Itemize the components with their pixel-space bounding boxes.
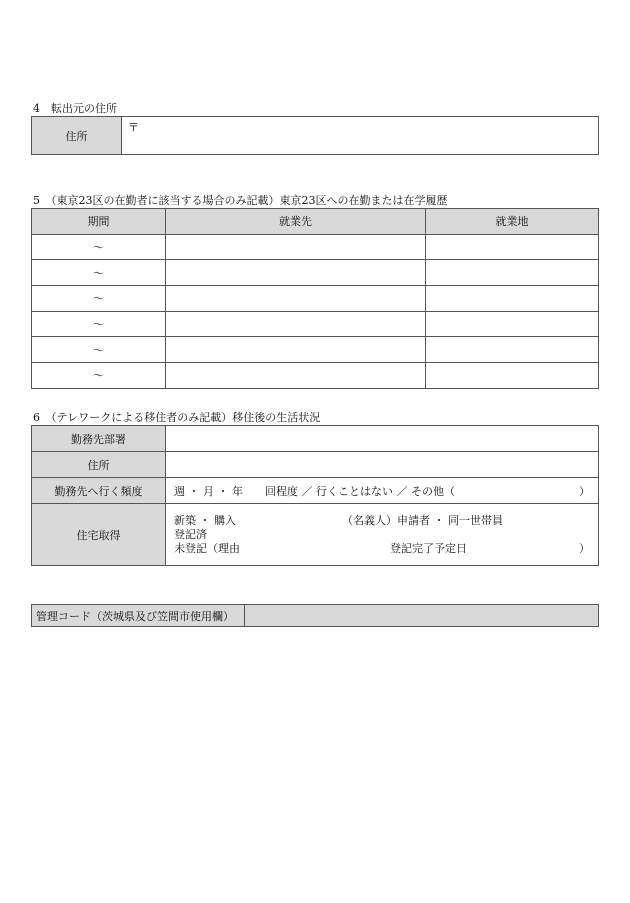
location-cell[interactable]: [426, 286, 599, 312]
employer-cell[interactable]: [166, 337, 426, 363]
management-code-table: [31, 604, 599, 627]
location-cell[interactable]: [426, 337, 599, 363]
period-cell[interactable]: ～: [32, 286, 166, 312]
employer-cell[interactable]: [166, 234, 426, 260]
location-cell[interactable]: [426, 363, 599, 389]
address-field[interactable]: [166, 452, 599, 478]
work-history-table: [31, 208, 599, 389]
owner-options: （名義人）申請者 ・ 同一世帯員: [342, 513, 503, 527]
location-cell[interactable]: [426, 260, 599, 286]
table-row: [32, 311, 599, 337]
location-cell[interactable]: [426, 311, 599, 337]
registered-option: 登記済: [174, 527, 207, 541]
frequency-field[interactable]: [166, 478, 599, 504]
unregistered-reason: 未登記（理由: [174, 541, 240, 555]
postal-mark: 〒: [128, 121, 139, 134]
period-cell[interactable]: ～: [32, 234, 166, 260]
department-label: 勤務先部署: [32, 426, 166, 452]
header-employer: 就業先: [166, 209, 426, 235]
frequency-options: 週 ・ 月 ・ 年 回程度 ／ 行くことはない ／ その他（: [174, 484, 455, 498]
frequency-close: ）: [579, 484, 590, 498]
section4-title: 4 転出元の住所: [33, 102, 117, 115]
period-cell[interactable]: ～: [32, 363, 166, 389]
department-field[interactable]: [166, 426, 599, 452]
management-code-field: [245, 605, 599, 627]
housing-field[interactable]: [166, 504, 599, 566]
housing-close: ）: [579, 541, 590, 555]
address-label: 住所: [32, 452, 166, 478]
housing-label: 住宅取得: [32, 504, 166, 566]
table-row: [32, 337, 599, 363]
table-row: [32, 260, 599, 286]
section5-title: 5 （東京23区の在勤者に該当する場合のみ記載）東京23区への在勤または在学履歴: [33, 194, 448, 207]
table-row: [32, 363, 599, 389]
period-cell[interactable]: ～: [32, 260, 166, 286]
table-row: [32, 286, 599, 312]
period-cell[interactable]: ～: [32, 311, 166, 337]
section4-table: [31, 116, 599, 155]
frequency-label: 勤務先へ行く頻度: [32, 478, 166, 504]
header-period: 期間: [32, 209, 166, 235]
employer-cell[interactable]: [166, 363, 426, 389]
table-row: [32, 234, 599, 260]
address-label: 住所: [32, 117, 122, 155]
employer-cell[interactable]: [166, 311, 426, 337]
section6-title: 6 （テレワークによる移住者のみ記載）移住後の生活状況: [33, 411, 321, 424]
housing-type-options: 新築 ・ 購入: [174, 513, 236, 527]
period-cell[interactable]: ～: [32, 337, 166, 363]
header-location: 就業地: [426, 209, 599, 235]
registration-date-label: 登記完了予定日: [390, 541, 467, 555]
location-cell[interactable]: [426, 234, 599, 260]
living-situation-table: [31, 425, 599, 566]
previous-address-field[interactable]: [122, 117, 599, 155]
management-code-label: 管理コード（茨城県及び笠間市使用欄）: [32, 605, 245, 627]
employer-cell[interactable]: [166, 260, 426, 286]
employer-cell[interactable]: [166, 286, 426, 312]
